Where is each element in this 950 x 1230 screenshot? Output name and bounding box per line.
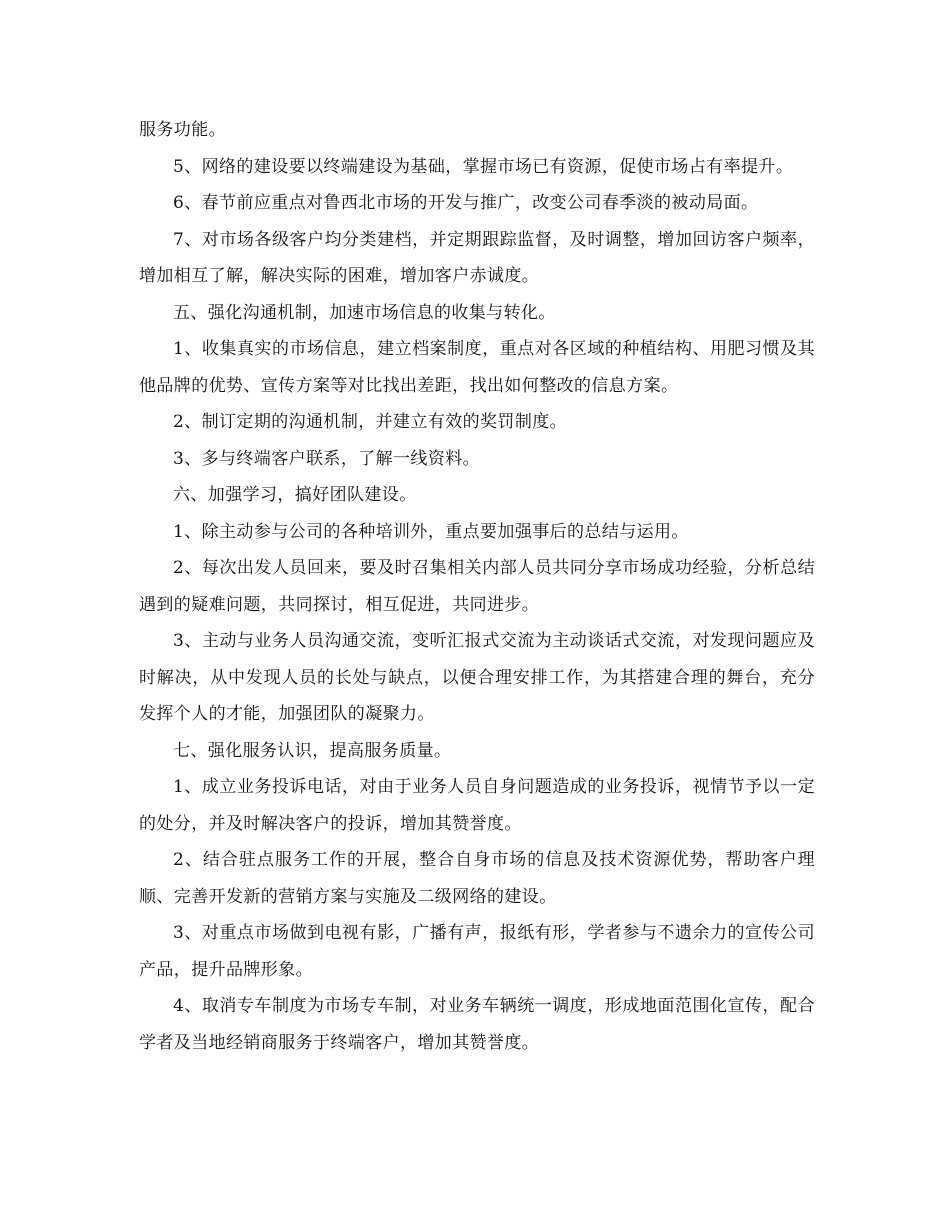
paragraph-item: 2、每次出发人员回来，要及时召集相关内部人员共同分享市场成功经验，分析总结遇到的疑难问题，共同探讨，相互促进，共同进步。 xyxy=(139,558,815,615)
paragraph-item: 2、制订定期的沟通机制，并建立有效的奖罚制度。 xyxy=(173,412,568,432)
paragraph-item: 1、成立业务投诉电话，对由于业务人员自身问题造成的业务投诉，视情节予以一定的处分，并及时解决客户的投诉，增加其赞誉度。 xyxy=(139,777,815,834)
paragraph-item-7: 7、对市场各级客户均分类建档，并定期跟踪监督，及时调整，增加回访客户频率，增加相互了解，解决实际的困难，增加客户赤诚度。 xyxy=(139,229,815,286)
paragraph-item: 4、取消专车制度为市场专车制，对业务车辆统一调度，形成地面范围化宣传，配合学者及当地经销商服务于终端客户，增加其赞誉度。 xyxy=(139,996,815,1053)
paragraph-item-6: 6、春节前应重点对鲁西北市场的开发与推广，改变公司春季淡的被动局面。 xyxy=(173,193,759,213)
paragraph-item: 1、收集真实的市场信息，建立档案制度，重点对各区域的种植结构、用肥习惯及其他品牌的优势、宣传方案等对比找出差距，找出如何整改的信息方案。 xyxy=(139,339,815,396)
paragraph-continuation: 服务功能。 xyxy=(139,120,226,140)
paragraph-item: 1、除主动参与公司的各种培训外，重点要加强事后的总结与运用。 xyxy=(173,521,689,542)
paragraph-item: 2、结合驻点服务工作的开展，整合自身市场的信息及技术资源优势，帮助客户理顺、完善开发新的营销方案与实施及二级网络的建设。 xyxy=(139,850,815,907)
section-heading-5: 五、强化沟通机制，加速市场信息的收集与转化。 xyxy=(173,302,556,323)
paragraph-item: 3、主动与业务人员沟通交流，变听汇报式交流为主动谈话式交流，对发现问题应及时解决，从中发现人员的长处与缺点，以便合理安排工作，为其搭建合理的舞台，充分发挥个人的才能，加强团队的凝聚力。 xyxy=(139,631,815,724)
document-body xyxy=(139,112,815,1061)
paragraph-item: 3、对重点市场做到电视有影，广播有声，报纸有形，学者参与不遗余力的宣传公司产品，提升品牌形象。 xyxy=(139,923,815,980)
paragraph-item: 3、多与终端客户联系，了解一线资料。 xyxy=(173,448,481,469)
section-heading-7: 七、强化服务认识，提高服务质量。 xyxy=(173,740,452,761)
paragraph-item-5: 5、网络的建设要以终端建设为基础，掌握市场已有资源，促使市场占有率提升。 xyxy=(173,156,794,177)
section-heading-6: 六、加强学习，搞好团队建设。 xyxy=(173,485,417,505)
